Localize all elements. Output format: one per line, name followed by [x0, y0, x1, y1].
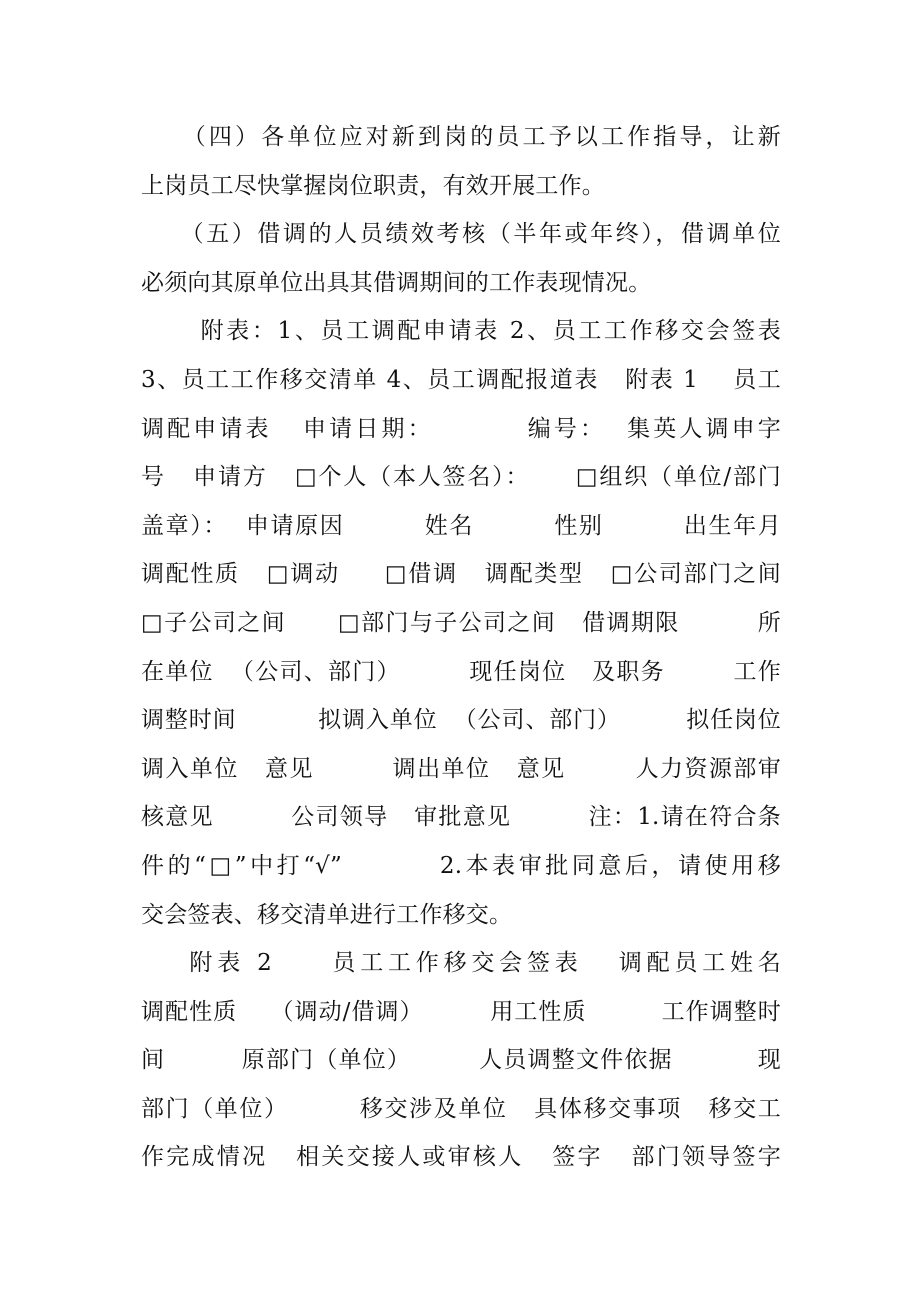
- attachments-line-11: 核意见 公司领导 审批意见 注：1.请在符合条: [141, 804, 781, 831]
- paragraph-4-line-2: 上岗员工尽快掌握岗位职责，有效开展工作。: [141, 172, 605, 199]
- paragraph-5-line-1: （五）借调的人员绩效考核（半年或年终），借调单位: [141, 221, 781, 248]
- attachments-line-5: 盖章）： 申请原因 姓名 性别 出生年月: [141, 512, 781, 539]
- attachments-line-13: 交会签表、移交清单进行工作移交。: [141, 901, 513, 928]
- attachment-2-line-1: 附表 2 员工工作移交会签表 调配员工姓名: [141, 950, 781, 977]
- attachments-line-3: 调配申请表 申请日期： 编号： 集英人调申字: [141, 415, 781, 442]
- attachment-2-line-5: 作完成情况 相关交接人或审核人 签字 部门领导签字: [141, 1144, 781, 1171]
- attachments-line-8: 在单位 （公司、部门） 现任岗位 及职务 工作: [141, 658, 781, 685]
- attachments-line-12: 件的“□”中打“√” 2.本表审批同意后，请使用移: [141, 852, 781, 879]
- attachments-line-9: 调整时间 拟调入单位 （公司、部门） 拟任岗位: [141, 707, 781, 734]
- attachments-line-1: 附表：1、员工调配申请表 2、员工工作移交会签表: [141, 318, 781, 345]
- attachment-2-line-3: 间 原部门（单位） 人员调整文件依据 现: [141, 1047, 781, 1074]
- paragraph-4-line-1: （四）各单位应对新到岗的员工予以工作指导，让新: [141, 124, 781, 150]
- attachments-line-10: 调入单位 意见 调出单位 意见 人力资源部审: [141, 755, 781, 782]
- attachments-line-4: 号 申请方 □个人（本人签名）： □组织（单位/部门: [141, 464, 781, 491]
- attachment-2-line-4: 部门（单位） 移交涉及单位 具体移交事项 移交工: [141, 1095, 781, 1122]
- attachments-line-7: □子公司之间 □部门与子公司之间 借调期限 所: [141, 609, 781, 636]
- attachment-2-line-2: 调配性质 （调动/借调） 用工性质 工作调整时: [141, 998, 781, 1025]
- paragraph-5-line-2: 必须向其原单位出具其借调期间的工作表现情况。: [141, 269, 652, 296]
- attachments-line-6: 调配性质 □调动 □借调 调配类型 □公司部门之间: [141, 561, 781, 588]
- document-body: [141, 113, 781, 1182]
- attachments-line-2: 3、员工工作移交清单 4、员工调配报道表 附表 1 员工: [141, 366, 781, 393]
